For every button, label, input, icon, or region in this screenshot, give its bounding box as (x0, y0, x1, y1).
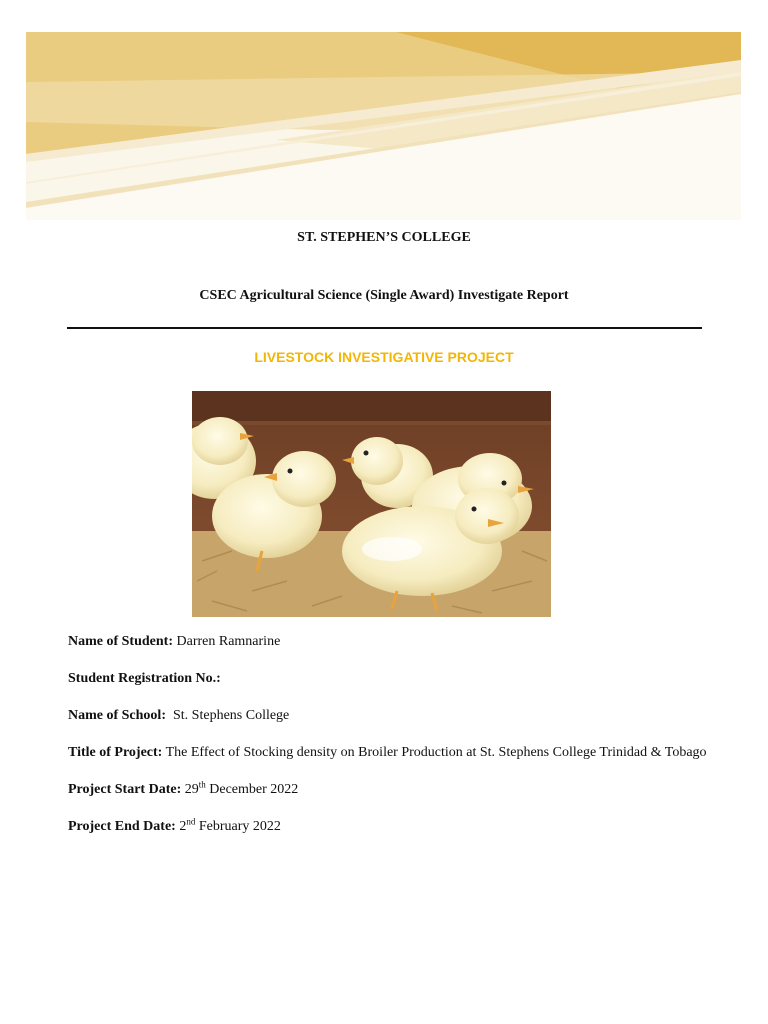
project-title-row (68, 739, 708, 766)
student-name-row (68, 628, 708, 655)
divider-line (67, 327, 702, 329)
project-heading: LIVESTOCK INVESTIGATIVE PROJECT (254, 349, 514, 365)
header-banner (26, 32, 741, 220)
end-date-rest: February 2022 (198, 819, 281, 834)
start-date-label: Project Start Date: (68, 782, 182, 797)
school-value: St. Stephens College (173, 708, 290, 723)
school-row (68, 702, 708, 729)
start-date-rest: December 2022 (209, 782, 299, 797)
registration-row (68, 665, 708, 692)
end-date-label: Project End Date: (68, 819, 176, 834)
student-name-label: Name of Student: (68, 634, 173, 649)
school-label: Name of School: (68, 708, 166, 723)
start-date-day: 29 (184, 782, 199, 797)
end-date-day: 2 (179, 819, 187, 834)
student-name-value: Darren Ramnarine (176, 634, 281, 649)
registration-label: Student Registration No.: (68, 671, 221, 686)
end-date-suffix: nd (186, 816, 196, 827)
end-date-row (68, 813, 708, 840)
school-title: ST. STEPHEN’S COLLEGE (297, 230, 471, 245)
project-title-label: Title of Project: (68, 745, 163, 760)
project-title-value: The Effect of Stocking density on Broiler Production at St. Stephens College Trinidad & Tobago (165, 745, 707, 760)
project-details (68, 628, 708, 850)
start-date-row (68, 776, 708, 803)
report-title: CSEC Agricultural Science (Single Award) Investigate Report (199, 288, 569, 303)
start-date-suffix: th (198, 779, 206, 790)
chicks-photo (192, 391, 551, 617)
